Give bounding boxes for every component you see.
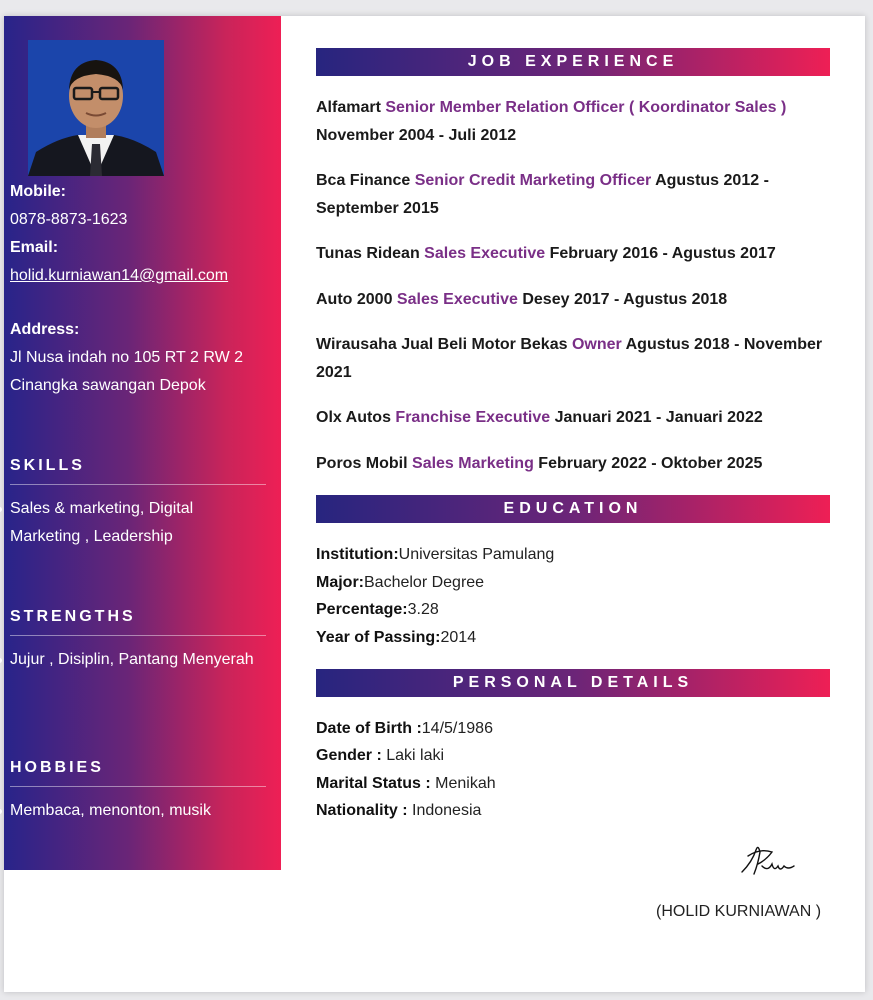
profile-photo xyxy=(28,40,164,176)
nationality-value: Indonesia xyxy=(412,802,482,819)
institution-label: Institution: xyxy=(316,546,399,563)
mobile-value: 0878-8873-1623 xyxy=(10,211,128,228)
year-value: 2014 xyxy=(440,629,477,646)
job-company: Alfamart xyxy=(316,99,381,116)
personal-dob xyxy=(316,715,826,743)
education-percentage xyxy=(316,596,826,624)
job-company: Poros Mobil xyxy=(316,455,408,472)
job-role: Owner xyxy=(571,336,622,353)
education-year xyxy=(316,624,826,652)
mobile-label: Mobile: xyxy=(10,183,66,200)
institution-value: Universitas Pamulang xyxy=(398,546,555,563)
job-company: Wirausaha Jual Beli Motor Bekas xyxy=(316,336,568,353)
address-line-2: Cinangka sawangan Depok xyxy=(10,377,206,394)
job-period: February 2016 - Agustus 2017 xyxy=(549,245,776,262)
job-period: February 2022 - Oktober 2025 xyxy=(538,455,763,472)
job-role: Sales Executive xyxy=(396,291,518,308)
nationality-label: Nationality : xyxy=(316,802,413,819)
bullet-icon xyxy=(0,809,2,814)
job-entry xyxy=(316,286,826,314)
email-label: Email: xyxy=(10,239,59,256)
signature-name: (HOLID KURNIAWAN ) xyxy=(656,903,822,920)
personal-marital xyxy=(316,770,826,798)
job-entry xyxy=(316,450,826,478)
education-heading: EDUCATION xyxy=(316,495,830,523)
marital-value: Menikah xyxy=(435,775,496,792)
job-entry xyxy=(316,94,826,149)
job-entry xyxy=(316,167,826,222)
job-period: November 2004 - Juli 2012 xyxy=(316,126,517,144)
year-label: Year of Passing: xyxy=(316,629,441,646)
address-label: Address: xyxy=(10,321,80,338)
signature-image xyxy=(738,842,798,880)
personal-nationality xyxy=(316,797,826,825)
hobbies-item xyxy=(10,797,260,825)
education-major xyxy=(316,569,826,597)
percentage-value: 3.28 xyxy=(407,601,439,618)
job-company: Bca Finance xyxy=(316,172,411,189)
hobbies-heading: HOBBIES xyxy=(10,759,266,787)
strengths-item xyxy=(10,646,260,674)
percentage-label: Percentage: xyxy=(316,601,408,618)
job-company: Tunas Ridean xyxy=(316,245,420,262)
job-role: Senior Credit Marketing Officer xyxy=(414,172,652,189)
personal-gender xyxy=(316,742,826,770)
job-period: Agustus 2018 - November 2021 xyxy=(316,336,823,381)
bullet-icon xyxy=(0,658,2,663)
personal-details-heading: PERSONAL DETAILS xyxy=(316,669,830,697)
job-role: Senior Member Relation Officer ( Koordinator Sales ) xyxy=(385,99,787,116)
job-role: Sales Marketing xyxy=(412,455,534,472)
strengths-heading: STRENGTHS xyxy=(10,608,266,636)
major-label: Major: xyxy=(316,574,364,591)
dob-value: 14/5/1986 xyxy=(421,720,493,737)
education-institution xyxy=(316,541,826,569)
skills-heading: SKILLS xyxy=(10,457,266,485)
job-company: Auto 2000 xyxy=(316,291,393,308)
job-role: Franchise Executive xyxy=(395,409,551,426)
job-entry xyxy=(316,404,826,432)
email-link[interactable]: holid.kurniawan14@gmail.com xyxy=(10,267,229,284)
job-entry xyxy=(316,331,826,386)
sidebar xyxy=(4,16,281,870)
job-experience-heading: JOB EXPERIENCE xyxy=(316,48,830,76)
job-role: Sales Executive xyxy=(424,245,546,262)
gender-value: Laki laki xyxy=(386,747,445,764)
job-period: Desey 2017 - Agustus 2018 xyxy=(522,291,728,308)
job-entry xyxy=(316,240,826,268)
skills-item xyxy=(10,495,260,551)
marital-label: Marital Status : xyxy=(316,775,436,792)
skills-item-text: Sales & marketing, Digital Marketing , Leadership xyxy=(10,500,194,545)
job-company: Olx Autos xyxy=(316,409,391,426)
hobbies-item-text: Membaca, menonton, musik xyxy=(10,802,211,819)
address-line-1: Jl Nusa indah no 105 RT 2 RW 2 xyxy=(10,349,244,366)
gender-label: Gender : xyxy=(316,747,387,764)
major-value: Bachelor Degree xyxy=(364,574,485,591)
job-period: Januari 2021 - Januari 2022 xyxy=(554,409,763,426)
dob-label: Date of Birth : xyxy=(316,720,422,737)
job-period: Agustus 2012 - September 2015 xyxy=(316,172,769,217)
strengths-item-text: Jujur , Disiplin, Pantang Menyerah xyxy=(10,651,254,668)
bullet-icon xyxy=(0,507,2,512)
